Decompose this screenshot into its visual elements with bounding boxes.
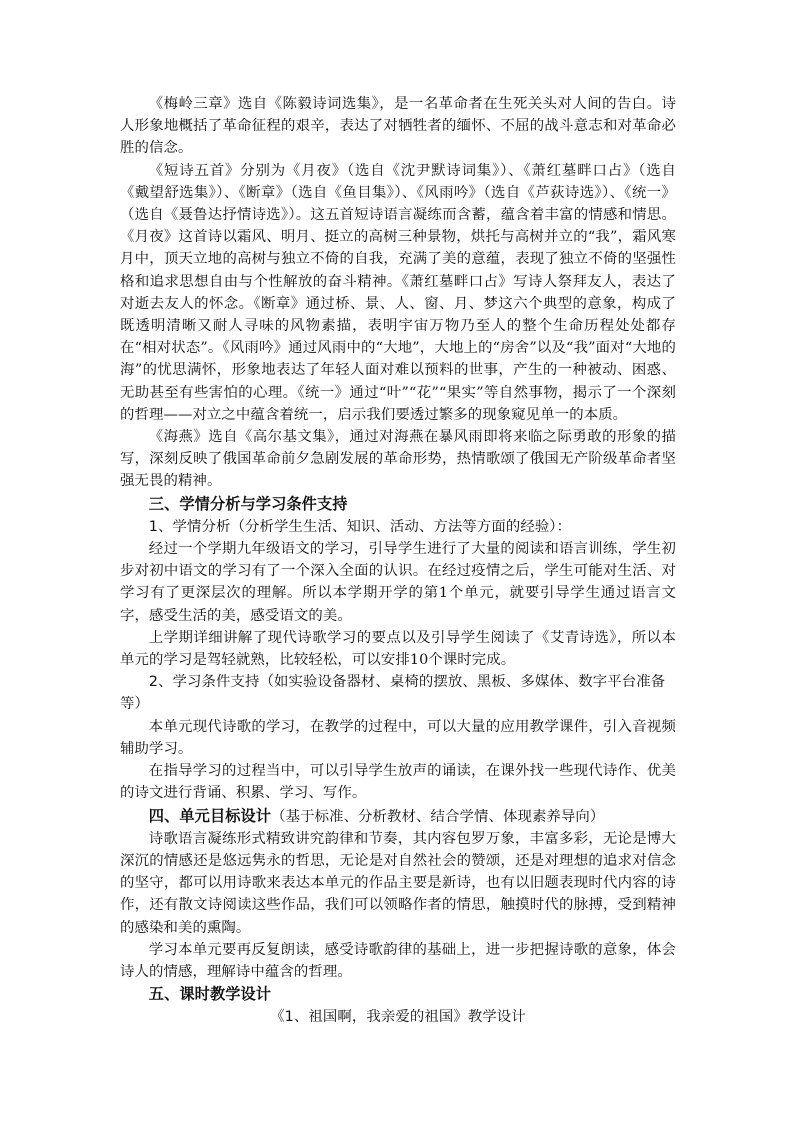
subsection-3-2-heading: [120, 671, 676, 715]
paragraph-learner-analysis-1: 经过一个学期九年级语文的学习，引导学生进行了大量的阅读和语言训练，学生初步对初中语文的学习有了一个深入全面的认识。在经过疫情之后，学生可能对生活、对学习有了更深层次的理解。所以本学期开学的第1个单元，就要引导学生通过语言文字，感受生活的美，感受语文的美。: [120, 541, 676, 624]
subsection-3-1-title: 1、学情分析: [148, 518, 231, 535]
section-4-heading: [120, 805, 676, 828]
paragraph-meiling-sanzhang: 《梅岭三章》选自《陈毅诗词选集》，是一名革命者在生死关头对人间的告白。诗人形象地概括了革命征程的艰辛，表达了对牺牲者的缅怀、不屈的战斗意志和对革命必胜的信念。: [120, 96, 676, 157]
paragraph-conditions-2: 在指导学习的过程当中，可以引导学生放声的诵读，在课外找一些现代诗作、优美的诗文进行背诵、积累、学习、写作。: [120, 763, 676, 802]
paragraph-unit-goals-1: 诗歌语言凝练形式精致讲究韵律和节奏，其内容包罗万象，丰富多彩，无论是博大深沉的情感还是悠远隽永的哲思，无论是对自然社会的赞颂，还是对理想的追求对信念的坚守，都可以用诗歌来表达本单元的作品主要是新诗，也有以旧题表现时代内容的诗作，还有散文诗阅读这些作品，我们可以领略作者的情思，触摸时代的脉搏，受到精神的感染和美的熏陶。: [120, 830, 676, 936]
section-4-title: 四、单元目标设计: [148, 806, 272, 825]
paragraph-learner-analysis-2: 上学期详细讲解了现代诗歌学习的要点以及引导学生阅读了《艾青诗选》，所以本单元的学习是驾轻就熟，比较轻松，可以安排10个课时完成。: [120, 629, 676, 669]
paragraph-five-short-poems: 《短诗五首》分别为《月夜》（选自《沈尹默诗词集》）、《萧红墓畔口占》（选自《戴望舒选集》）、《断章》（选自《鱼目集》）、《风雨吟》（选自《芦荻诗选》）、《统一》（选自《聂鲁达抒情诗选》）。这五首短诗语言凝练而含蓄，蕴含着丰富的情感和情思。《月夜》这首诗以霜风、明月、挺立的高树三种景物，烘托与高树并立的“我”，霜风寒月中，顶天立地的高树与独立不倚的自我，充满了美的意蕴，表现了独立不倚的坚强性格和追求思想自由与个性解放的奋斗精神。《萧红墓畔口占》写诗人祭拜友人，表达了对逝去友人的怀念。《断章》通过桥、景、人、窗、月、梦这六个典型的意象，构成了既透明清晰又耐人寻味的风物素描，表明宇宙万物乃至人的整个生命历程处处都存在“相对状态”。《风雨吟》通过风雨中的“大地”，大地上的“房舍”以及“我”面对“大地的海”的忧思满怀，形象地表达了年轻人面对难以预料的世事，产生的一种被动、困惑、无助甚至有些害怕的心理。《统一》通过“叶”“花”“果实”等自然事物，揭示了一个深刻的哲理——对立之中蕴含着统一，启示我们要透过繁多的现象窥见单一的本质。: [120, 162, 676, 423]
subsection-3-2-note: （如实验设备器材、桌椅的摆放、黑板、多媒体、数字平台准备等）: [120, 674, 666, 713]
section-3-title: 三、学情分析与学习条件支持: [148, 494, 348, 513]
subsection-3-1-heading: [120, 516, 676, 538]
paragraph-haiyan: 《海燕》选自《高尔基文集》，通过对海燕在暴风雨即将来临之际勇敢的形象的描写，深刻反映了俄国革命前夕急剧发展的革命形势，热情歌颂了俄国无产阶级革命者坚强无畏的精神。: [120, 429, 676, 490]
lesson-design-title: 《1、祖国啊，我亲爱的祖国》教学设计: [270, 1009, 526, 1026]
section-5-title: 五、课时教学设计: [148, 985, 272, 1004]
paragraph-unit-goals-2: 学习本单元要再反复朗读，感受诗歌韵律的基础上，进一步把握诗歌的意象，体会诗人的情感，理解诗中蕴含的哲理。: [120, 941, 676, 980]
subsection-3-2-title: 2、学习条件支持: [148, 674, 260, 691]
section-4-note: （基于标准、分析教材、结合学情、体现素养导向）: [271, 808, 605, 825]
subsection-3-1-note: （分析学生生活、知识、活动、方法等方面的经验）：: [230, 518, 572, 535]
section-3-heading: [120, 493, 676, 516]
document-page: [120, 93, 676, 1029]
section-5-heading: [120, 983, 676, 1006]
paragraph-conditions-1: 本单元现代诗歌的学习，在教学的过程中，可以大量的应用教学课件，引入音视频辅助学习。: [120, 718, 676, 757]
